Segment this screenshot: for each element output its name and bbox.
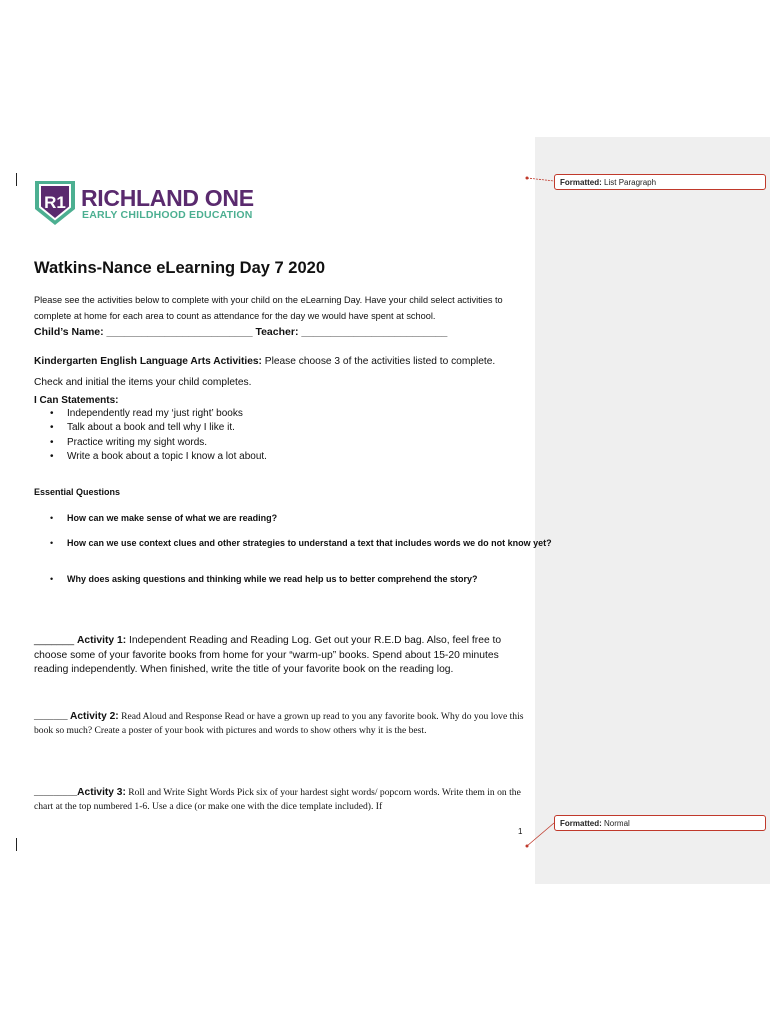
activity-1-text: Independent Reading and Reading Log. Get out your R.E.D bag. Also, feel free to choose some of your favorite books from home for your “warm-up” books. Spend about 15-20 minutes reading independently. When finished, write the title of your favorite book on the reading log. bbox=[34, 635, 502, 675]
comment-label: Formatted: bbox=[560, 178, 602, 187]
text-cursor-top bbox=[16, 173, 17, 186]
text-cursor-bottom bbox=[16, 838, 17, 851]
i-can-list bbox=[34, 407, 524, 464]
i-can-heading: I Can Statements: bbox=[34, 395, 119, 406]
format-comment-1[interactable] bbox=[554, 174, 766, 190]
comment-value: Normal bbox=[604, 819, 630, 828]
logo-title: RICHLAND ONE bbox=[81, 185, 254, 211]
activity-3-label: Activity 3: bbox=[77, 787, 126, 798]
richland-one-logo bbox=[33, 179, 273, 229]
format-comment-2[interactable] bbox=[554, 815, 766, 831]
kla-paragraph bbox=[34, 351, 524, 393]
page-number: 1 bbox=[518, 827, 523, 836]
essential-questions-heading: Essential Questions bbox=[34, 487, 121, 497]
list-item: • Practice writing my sight words. bbox=[34, 436, 524, 450]
bullet: • bbox=[50, 513, 54, 523]
bullet: • bbox=[50, 574, 54, 584]
kla-heading: Kindergarten English Language Arts Activities: bbox=[34, 356, 262, 367]
page-title: Watkins-Nance eLearning Day 7 2020 bbox=[34, 259, 326, 277]
list-item: • Talk about a book and tell why I like it. bbox=[34, 421, 524, 435]
activity-3-paragraph bbox=[34, 786, 524, 813]
comment-label: Formatted: bbox=[560, 819, 602, 828]
shield-logo-icon bbox=[33, 179, 77, 227]
activity-2-label: Activity 2: bbox=[69, 711, 119, 722]
bullet: • bbox=[50, 538, 54, 548]
comment-margin-pane bbox=[535, 137, 770, 884]
activity-1-label: Activity 1: bbox=[76, 635, 127, 646]
activity-3-text: Roll and Write Sight Words Pick six of your hardest sight words/ popcorn words. Write them in on the chart at the top numbered 1-6. Use a dice (or make one with the dice template included). If bbox=[34, 787, 521, 812]
activity-3-blank: _________ bbox=[34, 787, 78, 798]
list-item: • Independently read my ‘just right’ books bbox=[34, 407, 524, 421]
comment-value: List Paragraph bbox=[604, 178, 657, 187]
activity-2-text: Read Aloud and Response Read or have a grown up read to you any favorite book. Why do you love this book so much? Create a poster of your book with pictures and words to show others why it is the best. bbox=[34, 711, 524, 736]
intro-paragraph: Please see the activities below to complete with your child on the eLearning Day. Have your child select activities to complete at home for each area to count as attendance for the day we would have spent at school. bbox=[34, 295, 503, 321]
list-item: • Write a book about a topic I know a lot about. bbox=[34, 450, 524, 464]
logo-subtitle: EARLY CHILDHOOD EDUCATION bbox=[82, 209, 253, 221]
kla-text: Please choose 3 of the activities listed to complete. Check and initial the items your child completes. bbox=[34, 356, 496, 388]
activity-2-blank: _______ bbox=[34, 711, 70, 722]
activity-1-blank: _______ bbox=[34, 635, 77, 646]
logo-mark: R1 bbox=[44, 193, 66, 212]
activity-1-paragraph bbox=[34, 634, 524, 678]
name-teacher-line: Child’s Name: _________________________ Teacher: _________________________ bbox=[34, 326, 448, 338]
activity-2-paragraph bbox=[34, 710, 524, 737]
